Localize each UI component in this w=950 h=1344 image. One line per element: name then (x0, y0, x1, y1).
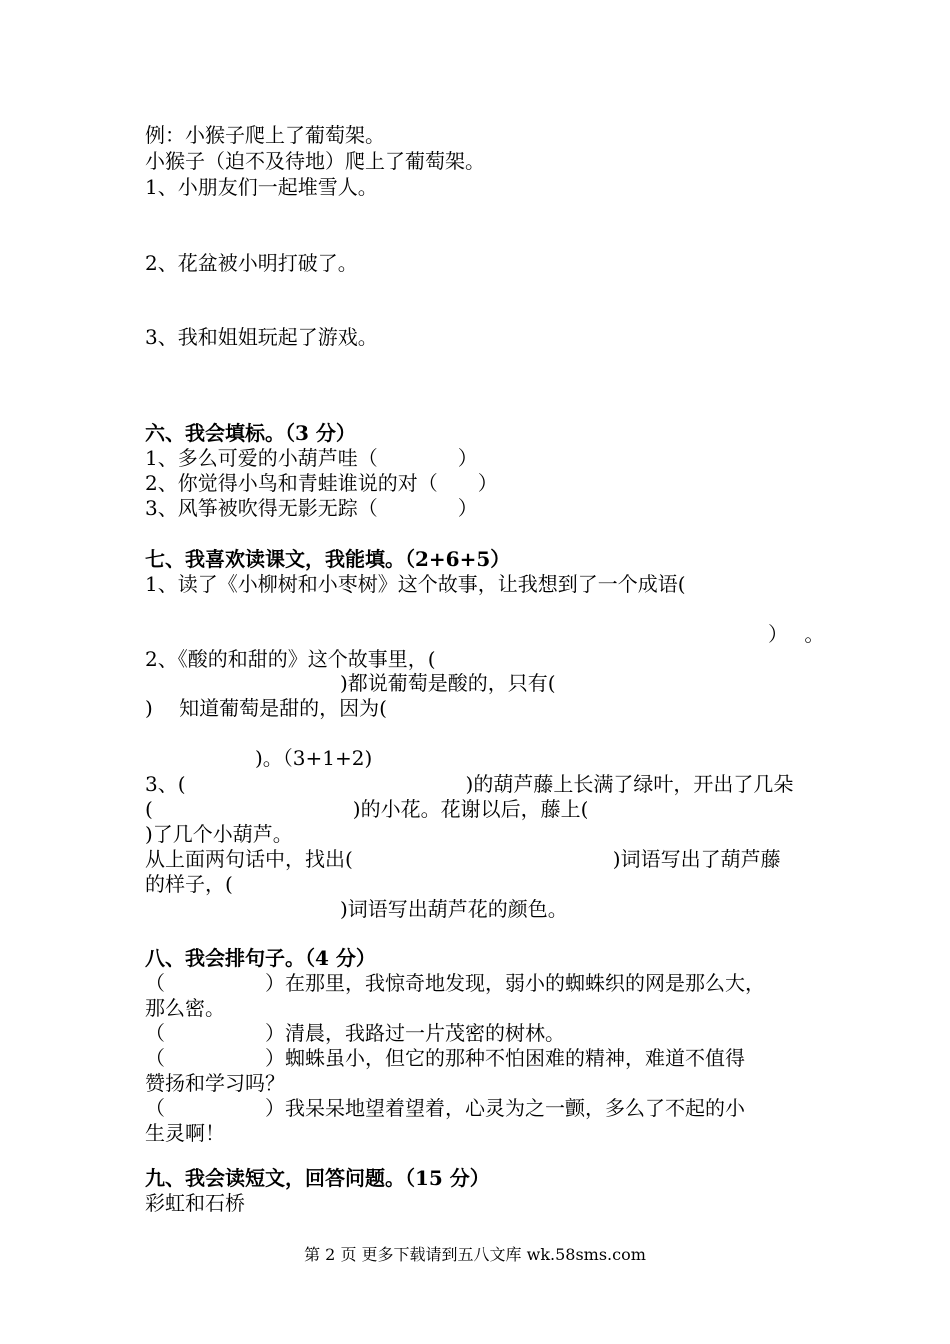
question-line: 从上面两句话中，找出( )词语写出了葫芦藤 (145, 847, 781, 871)
question-line: 3、( )的葫芦藤上长满了绿叶，开出了几朵 (145, 772, 794, 796)
example-sentence: 例：小猴子爬上了葡萄架。 (145, 123, 385, 147)
passage-title: 彩虹和石桥 (145, 1191, 245, 1215)
question-line: 赞扬和学习吗？ (145, 1071, 285, 1095)
question-line: )词语写出葫芦花的颜色。 (340, 897, 568, 921)
section-heading: 七、我喜欢读课文，我能填。（2+6+5） (145, 547, 511, 571)
question-line: 1、多么可爱的小葫芦哇（ ） (145, 446, 478, 470)
question-line: 2、花盆被小明打破了。 (145, 251, 358, 275)
question-line: )都说葡萄是酸的，只有( (340, 671, 556, 695)
section-heading: 九、我会读短文，回答问题。（15 分） (145, 1166, 490, 1190)
question-line: （ ）在那里，我惊奇地发现，弱小的蜘蛛织的网是那么大， (145, 971, 765, 995)
question-line: 生灵啊！ (145, 1121, 225, 1145)
question-line: )了几个小葫芦。 (145, 822, 293, 846)
question-line: 3、我和姐姐玩起了游戏。 (145, 325, 378, 349)
blank-close: ） 。 (768, 622, 825, 646)
question-line: ) 知道葡萄是甜的，因为( (145, 696, 387, 720)
question-line: 的样子，( (145, 872, 233, 896)
question-line: （ ）我呆呆地望着望着，心灵为之一颤，多么了不起的小 (145, 1096, 745, 1120)
question-line: 1、读了《小柳树和小枣树》这个故事，让我想到了一个成语( (145, 572, 686, 596)
section-heading: 六、我会填标。（3 分） (145, 421, 356, 445)
question-line: 3、风筝被吹得无影无踪（ ） (145, 496, 478, 520)
question-line: 1、小朋友们一起堆雪人。 (145, 175, 378, 199)
question-line: ( )的小花。花谢以后，藤上( (145, 797, 589, 821)
question-line: （ ）蜘蛛虽小，但它的那种不怕困难的精神，难道不值得 (145, 1046, 745, 1070)
example-answer: 小猴子（迫不及待地）爬上了葡萄架。 (145, 149, 485, 173)
question-line: 2、《酸的和甜的》这个故事里，( (145, 647, 436, 671)
section-heading: 八、我会排句子。（4 分） (145, 946, 376, 970)
question-line: （ ）清晨，我路过一片茂密的树林。 (145, 1021, 565, 1045)
question-line: 2、你觉得小鸟和青蛙谁说的对（ ） (145, 471, 498, 495)
page-footer: 第 2 页 更多下载请到五八文库 wk.58sms.com (304, 1245, 646, 1264)
question-line: 那么密。 (145, 996, 225, 1020)
question-line: )。（3+1+2) (255, 746, 373, 770)
